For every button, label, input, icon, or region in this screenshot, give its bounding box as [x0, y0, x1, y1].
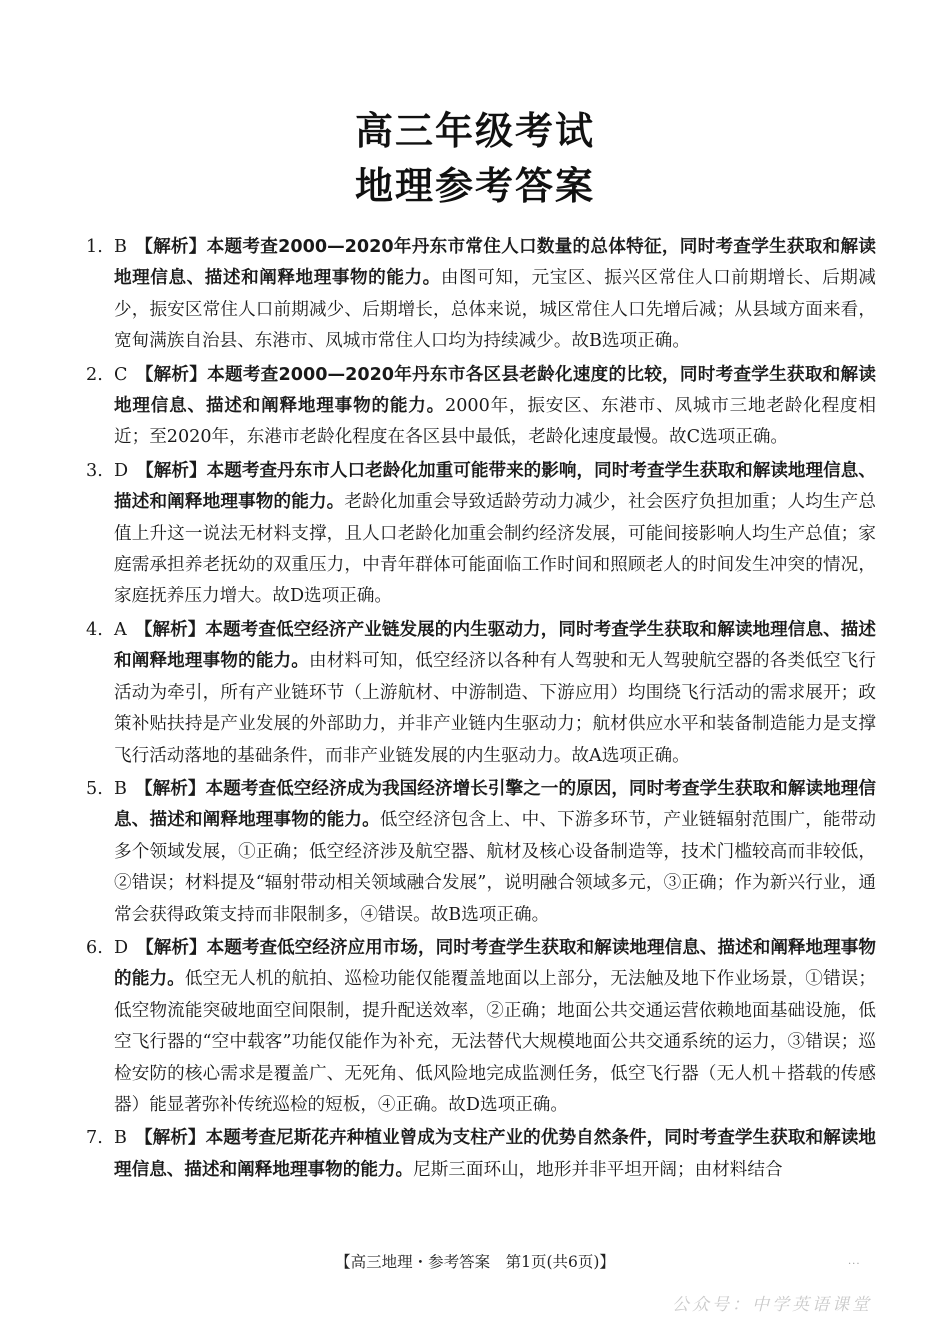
analysis-text: 低空无人机的航拍、巡检功能仅能覆盖地面以上部分，无法触及地下作业场景，①错误；低空物流能突破地面空间限制，提升配送效率，②正确；地面公共交通运营依赖地面基础设施，低空飞行器的“空中载客”功能仅能作为补充，无法替代大规模地面公共交通系统的运力，③错误；巡检安防的核心需求是覆盖广、无死角、低风险地完成监测任务，低空飞行器（无人机＋搭载的传感器）能显著弥补传统巡检的短板，④正确。故D选项正确。 [114, 969, 876, 1115]
page-footer: 【高三地理・参考答案 第1页(共6页)】 [335, 1253, 615, 1271]
footer-dots: ... [848, 1256, 861, 1267]
question-number: 1. [86, 237, 103, 257]
answer-option: B [114, 237, 127, 257]
analysis-text: 老龄化加重会导致适龄劳动力减少，社会医疗负担加重；人均生产总值上升这一说法无材料支撑，且人口老龄化加重会制约经济发展，可能间接影响人均生产总值；家庭需承担养老抚幼的双重压力，中青年群体可能面临工作时间和照顾老人的时间发生冲突的情况，家庭抚养压力增大。故D选项正确。 [114, 492, 876, 607]
question-2 [86, 360, 876, 454]
answer-option: B [114, 778, 127, 799]
question-4 [86, 615, 876, 772]
analysis-text: 由图可知，元宝区、振兴区常住人口前期增长、后期减少，振安区常住人口前期减少、后期增长，总体来说，城区常住人口先增后减；从县域方面来看，宽甸满族自治县、东港市、凤城市常住人口均为持续减少。故B选项正确。 [114, 268, 876, 352]
analysis-lead: 【解析】本题考查低空经济产业链发展的内生驱动力，同时考查学生获取和解读地理信息、描述和阐释地理事物的能力。 [114, 619, 876, 672]
question-5 [86, 774, 876, 931]
question-number: 5. [86, 778, 103, 799]
question-6 [86, 933, 876, 1121]
exam-title: 高三年级考试 [354, 109, 595, 153]
analysis-text: 由材料可知，低空经济以各种有人驾驶和无人驾驶航空器的各类低空飞行活动为牵引，所有产业链环节（上游航材、中游制造、下游应用）均围绕飞行活动的需求展开；政策补贴扶持是产业发展的外部助力，并非产业链内生驱动力；航材供应水平和装备制造能力是支撑飞行活动落地的基础条件，而非产业链发展的内生驱动力。故A选项正确。 [114, 651, 876, 766]
question-number: 2. [86, 364, 103, 385]
question-number: 7. [86, 1128, 103, 1149]
analysis-lead: 【解析】本题考查低空经济应用市场，同时考查学生获取和解读地理信息、描述和阐释地理事物的能力。 [114, 937, 876, 990]
answer-option: D [114, 937, 129, 958]
question-number: 3. [86, 460, 103, 481]
analysis-lead: 【解析】本题考查2000—2020年丹东市常住人口数量的总体特征，同时考查学生获取和解读地理信息、描述和阐释地理事物的能力。 [114, 237, 876, 289]
analysis-text: 尼斯三面环山，地形并非平坦开阔；由材料结合 [413, 1159, 783, 1180]
question-number: 4. [86, 619, 103, 640]
answer-option: D [114, 460, 129, 481]
analysis-text: 低空经济包含上、中、下游多环节，产业链辐射范围广，能带动多个领域发展，①正确；低空经济涉及航空器、航材及核心设备制造等，技术门槛较高而非较低，②错误；材料提及“辐射带动相关领域融合发展”，说明融合领域多元，③正确；作为新兴行业，通常会获得政策支持而非限制多，④错误。故B选项正确。 [114, 810, 876, 925]
analysis-lead: 【解析】本题考查低空经济成为我国经济增长引擎之一的原因，同时考查学生获取和解读地理信息、描述和阐释地理事物的能力。 [114, 778, 876, 831]
answer-key-title: 地理参考答案 [354, 164, 595, 208]
question-1 [86, 232, 876, 358]
answer-option: A [114, 619, 127, 640]
question-number: 6. [86, 937, 103, 958]
analysis-text: 2000年，振安区、东港市、凤城市三地老龄化程度相近；至2020年，东港市老龄化程度在各区县中最低，老龄化速度最慢。故C选项正确。 [114, 396, 876, 448]
analysis-lead: 【解析】本题考查尼斯花卉种植业曾成为支柱产业的优势自然条件，同时考查学生获取和解读地理信息、描述和阐释地理事物的能力。 [114, 1128, 876, 1180]
question-3 [86, 456, 876, 613]
watermark: 公众号：中学英语课堂 [672, 1295, 872, 1315]
analysis-lead: 【解析】本题考查丹东市人口老龄化加重可能带来的影响，同时考查学生获取和解读地理信息、描述和阐释地理事物的能力。 [114, 460, 876, 513]
analysis-lead: 【解析】本题考查2000—2020年丹东市各区县老龄化速度的比较，同时考查学生获取和解读地理信息、描述和阐释地理事物的能力。 [114, 364, 876, 417]
question-7 [86, 1123, 876, 1186]
answer-option: B [114, 1128, 127, 1149]
answer-list [86, 232, 876, 1186]
answer-option: C [114, 364, 128, 385]
